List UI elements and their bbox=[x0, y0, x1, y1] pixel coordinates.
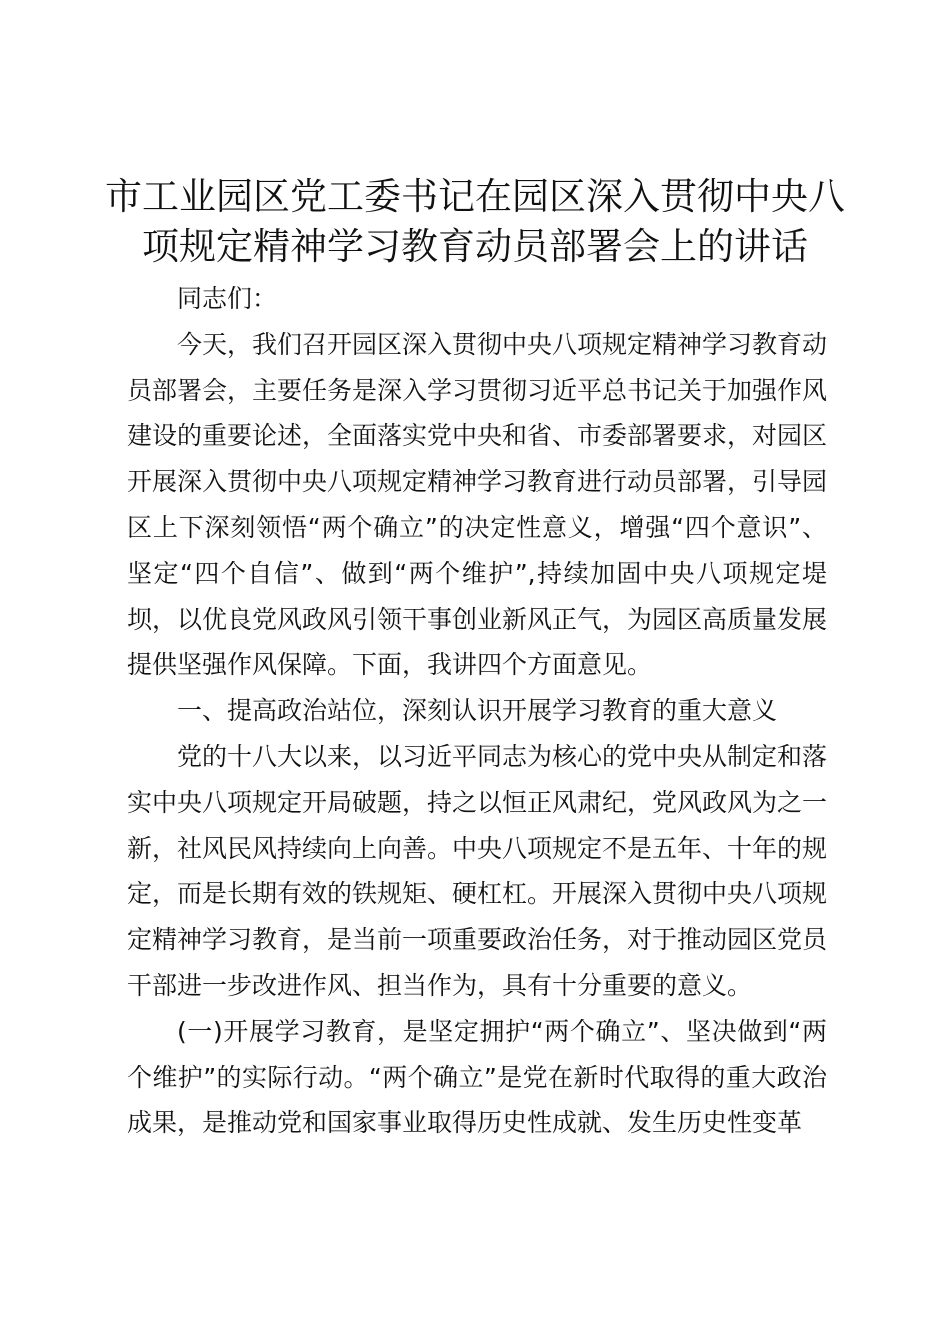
paragraph-subsection-1: (一)开展学习教育，是坚定拥护“两个确立”、坚决做到“两个维护”的实际行动。“两个确立”是党在新时代取得的重大政治成果，是推动党和国家事业取得历史性成就、发生历史性变革 bbox=[127, 1016, 827, 1138]
document-body bbox=[127, 276, 827, 1146]
section-heading-1: 一、提高政治站位，深刻认识开展学习教育的重大意义 bbox=[177, 696, 778, 726]
paragraph-intro: 今天，我们召开园区深入贯彻中央八项规定精神学习教育动员部署会，主要任务是深入学习贯彻习近平总书记关于加强作风建设的重要论述，全面落实党中央和省、市委部署要求，对园区开展深入贯彻中央八项规定精神学习教育进行动员部署，引导园区上下深刻领悟“两个确立”的决定性意义，增强“四个意识”、坚定“四个自信”、做到“两个维护”,持续加固中央八项规定堤坝，以优良党风政风引领干事创业新风正气，为园区高质量发展提供坚强作风保障。下面，我讲四个方面意见。 bbox=[127, 329, 828, 680]
title-line-1: 市工业园区党工委书记在园区深入贯彻中央八 bbox=[105, 175, 845, 218]
title-line-2: 项规定精神学习教育动员部署会上的讲话 bbox=[142, 225, 808, 268]
paragraph-section-1: 党的十八大以来，以习近平同志为核心的党中央从制定和落实中央八项规定开局破题，持之以恒正风肃纪，党风政风为之一新，社风民风持续向上向善。中央八项规定不是五年、十年的规定，而是长期有效的铁规矩、硬杠杠。开展深入贯彻中央八项规定精神学习教育，是当前一项重要政治任务，对于推动园区党员干部进一步改进作风、担当作为，具有十分重要的意义。 bbox=[127, 741, 828, 1000]
salutation: 同志们： bbox=[177, 284, 278, 313]
document-title bbox=[100, 172, 850, 272]
